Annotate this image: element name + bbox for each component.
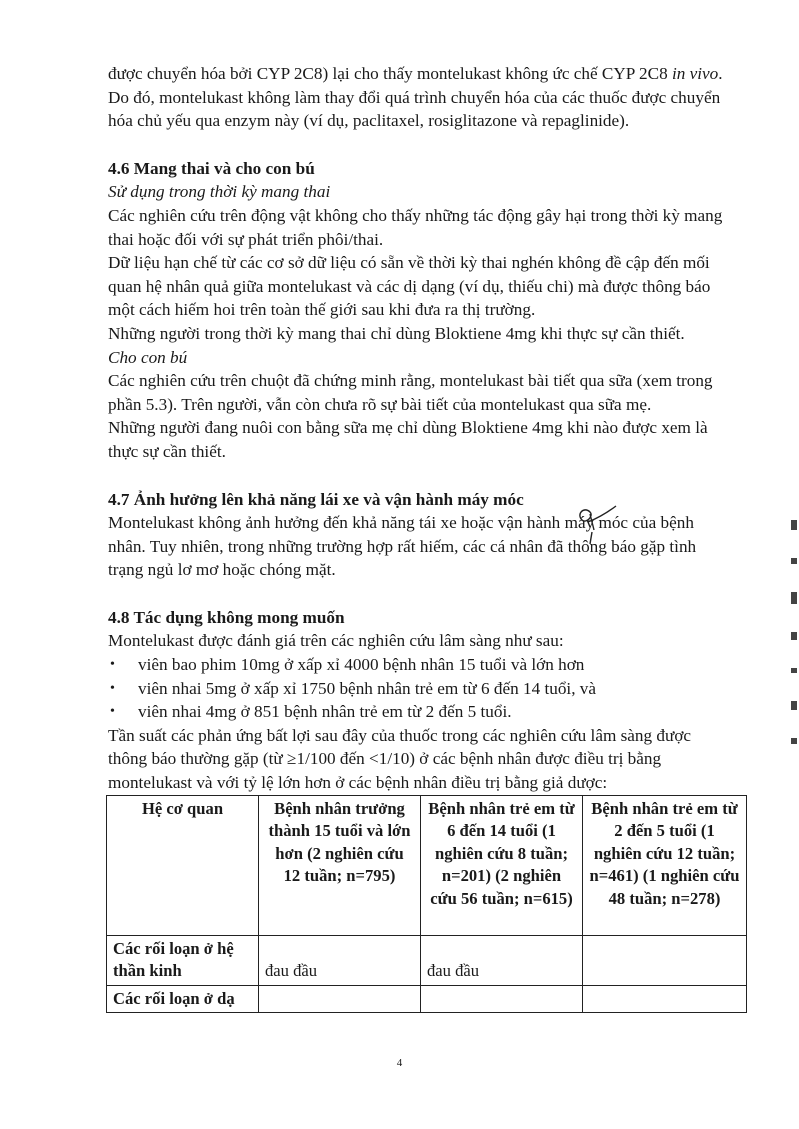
driving-paragraph: Montelukast không ảnh hưởng đến khả năng tái xe hoặc vận hành máy móc của bệnh nhân. Tuy nhiên, trong những trường hợp rất hiếm, các cá nhân đã thông báo gặp tình trạng ngủ lơ mơ hoặc chóng mặt. bbox=[108, 513, 697, 580]
breastfeeding-paragraph-1: Các nghiên cứu trên chuột đã chứng minh rằng, montelukast bài tiết qua sữa (xem trong phần 5.3). Trên người, vẫn còn chưa rõ sự bài tiết của montelukast qua sữa mẹ. bbox=[108, 371, 713, 414]
table-row bbox=[107, 985, 747, 1013]
table-cell: Các rối loạn ở dạ bbox=[107, 985, 259, 1013]
page-number: 4 bbox=[396, 1057, 403, 1069]
list-item: • viên nhai 4mg ở 851 bệnh nhân trẻ em từ 2 đến 5 tuổi. bbox=[108, 700, 728, 724]
pregnancy-paragraph-2: Dữ liệu hạn chế từ các cơ sở dữ liệu có sẵn về thời kỳ thai nghén không đề cập đến mối quan hệ nhân quả giữa montelukast và các dị dạng (ví dụ, thiếu chi) mà được thông báo một cách hiếm hoi trên toàn thế giới sau khi đưa ra thị trường. bbox=[108, 253, 711, 320]
table-cell: đau đầu bbox=[259, 935, 421, 985]
handwritten-signature bbox=[570, 500, 620, 557]
pregnancy-paragraph-3: Những người trong thời kỳ mang thai chỉ dùng Bloktiene 4mg khi thực sự cần thiết. bbox=[108, 323, 685, 343]
table-cell: Các rối loạn ở hệ thần kinh bbox=[107, 935, 259, 985]
header-organ-system: Hệ cơ quan bbox=[107, 795, 259, 935]
pregnancy-paragraph-1: Các nghiên cứu trên động vật không cho thấy những tác động gây hại trong thời kỳ mang thai hoặc đối với sự phát triển phôi/thai. bbox=[108, 205, 723, 249]
document-page bbox=[108, 62, 740, 1013]
section-4-6-title: 4.6 Mang thai và cho con bú bbox=[108, 158, 315, 178]
adverse-intro: Montelukast được đánh giá trên các nghiên cứu lâm sàng như sau: bbox=[108, 631, 564, 651]
table-header-row bbox=[107, 795, 747, 935]
intro-line-4: repaglinide). bbox=[541, 111, 630, 131]
intro-line-3: thuốc được chuyển hóa chủ yếu qua enzym này (ví dụ, paclitaxel, rosiglitazone và bbox=[108, 87, 721, 131]
table-cell bbox=[583, 985, 747, 1013]
pregnancy-subheading: Sử dụng trong thời kỳ mang thai bbox=[108, 182, 331, 202]
intro-in-vivo: in vivo bbox=[671, 64, 719, 83]
header-children-2-5: Bệnh nhân trẻ em từ 2 đến 5 tuổi (1 nghiên cứu 12 tuần; n=461) (1 nghiên cứu 48 tuần; n=278) bbox=[583, 795, 747, 935]
intro-line-2: . Do đó, montelukast không làm thay đổi quá trình chuyển hóa của các bbox=[108, 64, 723, 107]
header-adults: Bệnh nhân trưởng thành 15 tuổi và lớn hơn (2 nghiên cứu 12 tuần; n=795) bbox=[259, 795, 421, 935]
section-4-7-title: 4.7 Ảnh hưởng lên khả năng lái xe và vận hành máy móc bbox=[108, 489, 524, 509]
list-item: • viên bao phim 10mg ở xấp xỉ 4000 bệnh nhân 15 tuổi và lớn hơn bbox=[108, 653, 728, 677]
adverse-reactions-table bbox=[106, 795, 747, 1014]
list-item: • viên nhai 5mg ở xấp xỉ 1750 bệnh nhân trẻ em từ 6 đến 14 tuổi, và bbox=[108, 677, 728, 701]
table-cell bbox=[421, 985, 583, 1013]
scan-edge-artifacts bbox=[783, 520, 799, 772]
table-row bbox=[107, 935, 747, 985]
table-cell: đau đầu bbox=[421, 935, 583, 985]
header-children-6-14: Bệnh nhân trẻ em từ 6 đến 14 tuổi (1 nghiên cứu 8 tuần; n=201) (2 nghiên cứu 56 tuần; n=615) bbox=[421, 795, 583, 935]
table-cell bbox=[583, 935, 747, 985]
breastfeeding-subheading: Cho con bú bbox=[108, 347, 188, 367]
intro-paragraph bbox=[108, 62, 728, 133]
section-4-8-title: 4.8 Tác dụng không mong muốn bbox=[108, 607, 345, 627]
breastfeeding-paragraph-2: Những người đang nuôi con bằng sữa mẹ chỉ dùng Bloktiene 4mg khi nào được xem là thực sự cần thiết. bbox=[108, 418, 708, 461]
table-cell bbox=[259, 985, 421, 1013]
adverse-frequency-paragraph: Tần suất các phản ứng bất lợi sau đây của thuốc trong các nghiên cứu lâm sàng được thông báo thường gặp (từ ≥1/100 đến <1/10) ở các bệnh nhân được điều trị bằng montelukast và với tỷ lệ lớn hơn ở các bệnh nhân điều trị bằng giả dược: bbox=[108, 725, 692, 793]
study-list bbox=[108, 653, 728, 724]
intro-line-1: được chuyển hóa bởi CYP 2C8) lại cho thấy montelukast không ức chế CYP 2C8 bbox=[108, 64, 668, 83]
